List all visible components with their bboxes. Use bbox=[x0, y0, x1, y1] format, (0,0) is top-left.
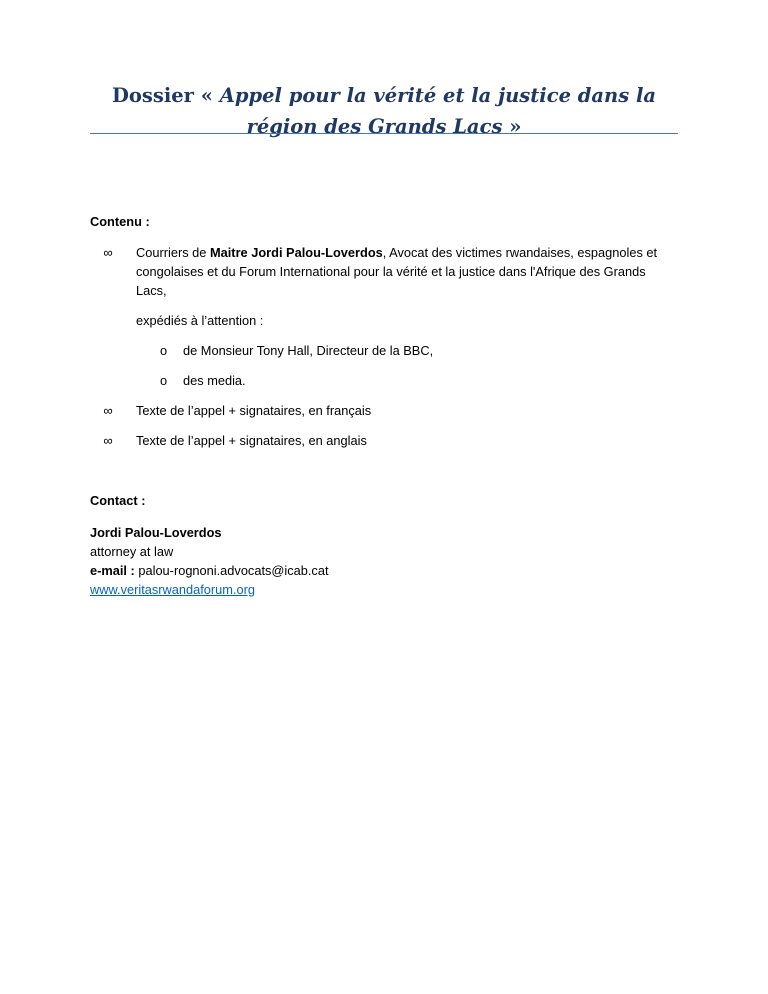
infinity-bullet-icon: ∞ bbox=[103, 403, 113, 418]
website-link[interactable]: www.veritasrwandaforum.org bbox=[90, 582, 255, 597]
content-heading: Contenu : bbox=[90, 214, 150, 229]
infinity-bullet-icon: ∞ bbox=[103, 245, 113, 260]
bullet-text-french: Texte de l’appel + signataires, en français bbox=[136, 403, 372, 418]
sub-item-bbc: de Monsieur Tony Hall, Directeur de la BBC, bbox=[183, 343, 434, 358]
bullet-text-english: Texte de l’appel + signataires, en anglais bbox=[136, 433, 367, 448]
circle-bullet-icon: o bbox=[160, 373, 168, 388]
title-underline bbox=[90, 133, 678, 134]
list-item bbox=[90, 243, 690, 303]
email-address: palou-rognoni.advocats@icab.cat bbox=[134, 563, 329, 578]
contact-heading: Contact : bbox=[90, 493, 146, 508]
contact-role: attorney at law bbox=[90, 544, 174, 559]
contact-name: Jordi Palou-Loverdos bbox=[90, 525, 222, 540]
contact-email-line bbox=[90, 561, 329, 580]
list-item bbox=[90, 431, 690, 451]
list-item bbox=[90, 401, 690, 421]
circle-bullet-icon: o bbox=[160, 343, 168, 358]
lawyer-name: Maitre Jordi Palou-Loverdos bbox=[209, 245, 383, 260]
title-suffix: » bbox=[502, 115, 522, 138]
sent-to-text: expédiés à l’attention : bbox=[136, 313, 264, 328]
email-label: e-mail : bbox=[90, 563, 135, 578]
contact-block bbox=[90, 523, 329, 599]
title-italic: Appel pour la vérité et la justice dans la région des Grands Lacs bbox=[219, 84, 657, 138]
sub-item-media: des media. bbox=[183, 373, 246, 388]
infinity-bullet-icon: ∞ bbox=[103, 433, 113, 448]
bullet-text-courriers: Courriers de Maitre Jordi Palou-Loverdos, Avocat des victimes rwandaises, espagnoles et congolaises et du Forum International pour la vérité et la justice dans l'Afrique des Grands Lacs, bbox=[136, 245, 658, 298]
title-prefix: Dossier « bbox=[111, 84, 220, 107]
